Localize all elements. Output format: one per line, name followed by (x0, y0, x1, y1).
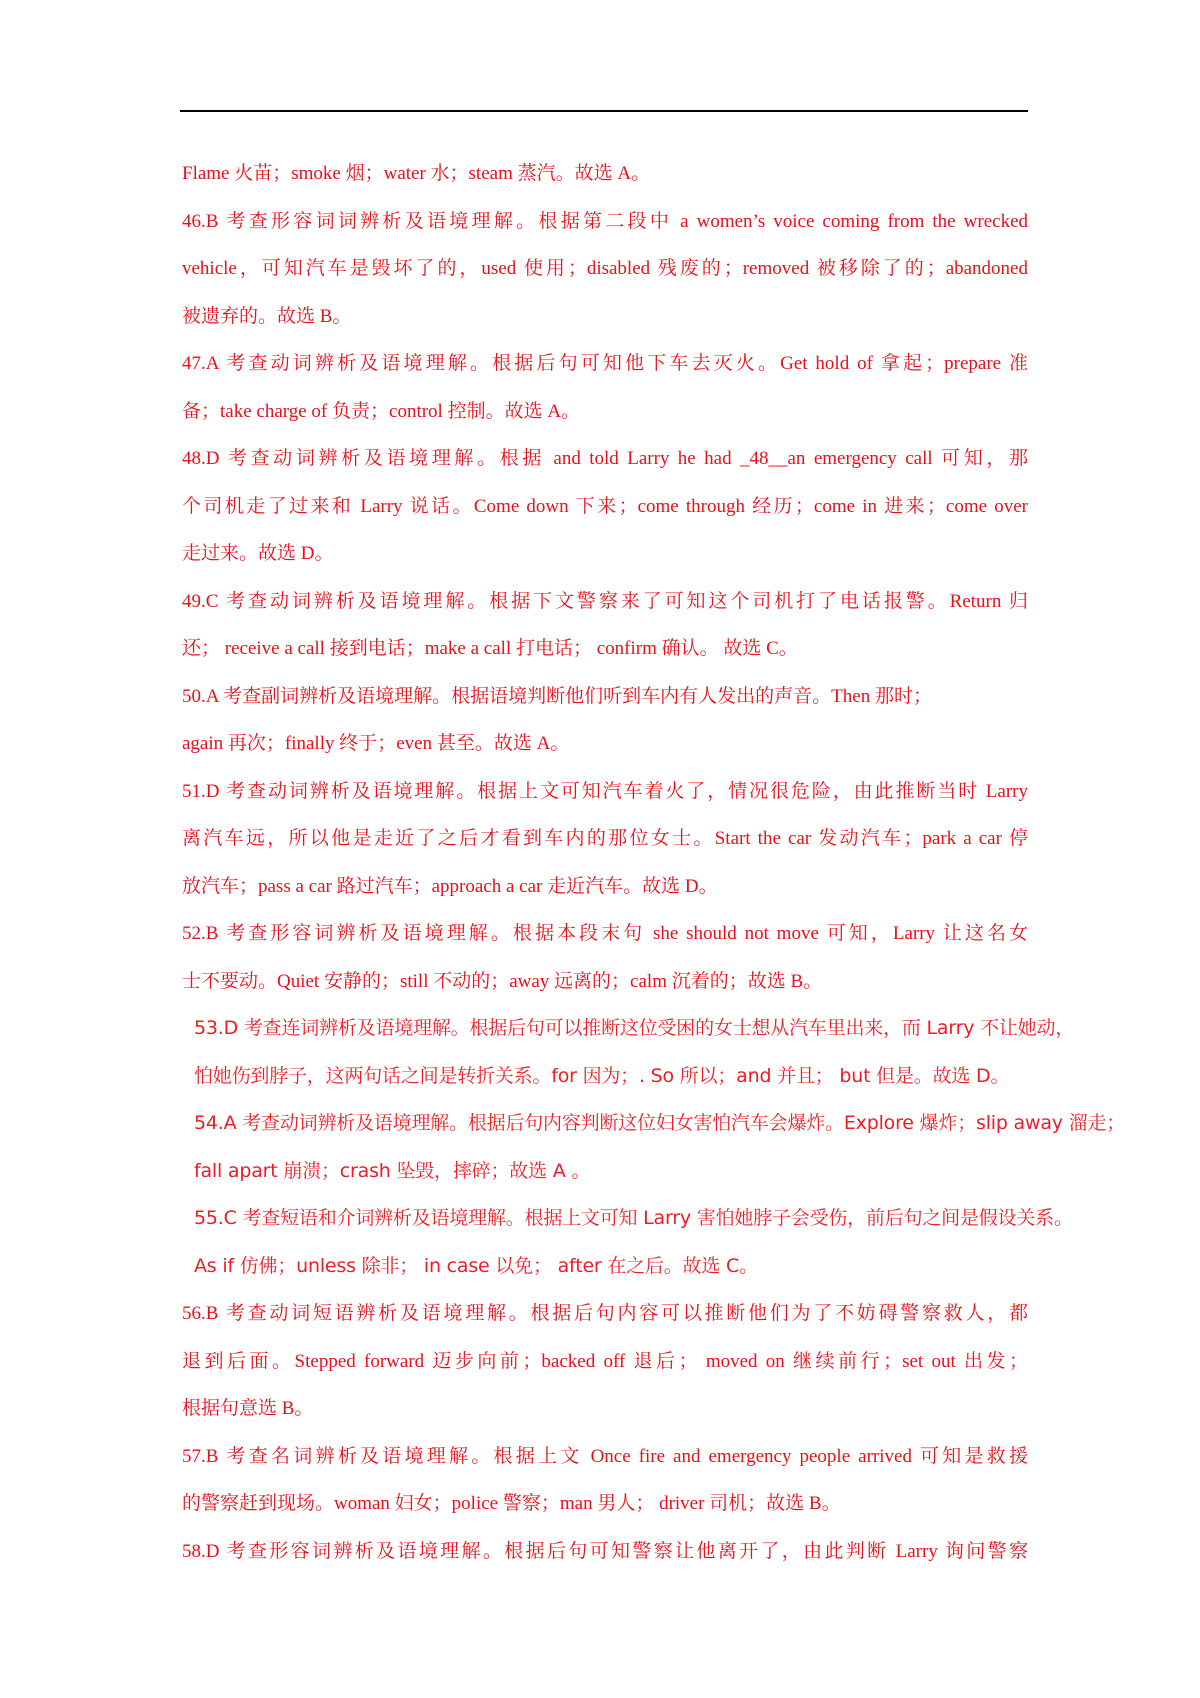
text-line: 48.D 考查动词辨析及语境理解。根据 and told Larry he had _48__an emergency call 可知，那 (182, 448, 1028, 469)
text-line: 离汽车远，所以他是走近了之后才看到车内的那位女士。Start the car 发动汽车；park a car 停 (182, 828, 1028, 849)
answer-explanations (182, 150, 1126, 1575)
text-line: 放汽车；pass a car 路过汽车；approach a car 走近汽车。故选 D。 (182, 875, 718, 897)
text-line: 退到后面。Stepped forward 迈步向前；backed off 退后； moved on 继续前行；set out 出发； (182, 1350, 1028, 1372)
text-line: 被遗弃的。故选 B。 (182, 305, 352, 327)
text-line: 50.A 考查副词辨析及语境理解。根据语境判断他们听到车内有人发出的声音。Then 那时； (182, 685, 932, 707)
text-line: 士不要动。Quiet 安静的；still 不动的；away 远离的；calm 沉着的；故选 B。 (182, 970, 823, 992)
text-line: vehicle，可知汽车是毁坏了的，used 使用；disabled 残废的；removed 被移除了的；abandoned (182, 258, 1028, 279)
text-line: 47.A 考查动词辨析及语境理解。根据后句可知他下车去灭火。Get hold of 拿起；prepare 准 (182, 353, 1028, 374)
text-line: 怕她伤到脖子，这两句话之间是转折关系。for 因为；. So 所以；and 并且； but 但是。故选 D。 (194, 1064, 1010, 1087)
text-line: 58.D 考查形容词辨析及语境理解。根据后句可知警察让他离开了，由此判断 Larry 询问警察 (182, 1540, 1028, 1562)
text-line: 49.C 考查动词辨析及语境理解。根据下文警察来了可知这个司机打了电话报警。Return 归 (182, 590, 1028, 612)
text-line: 53.D 考查连词辨析及语境理解。根据后句可以推断这位受困的女士想从汽车里出来，而 Larry 不让她动， (194, 1017, 1075, 1039)
text-line: Flame 火苗；smoke 烟；water 水；steam 蒸汽。故选 A。 (182, 163, 651, 184)
text-line: fall apart 崩溃；crash 坠毁，摔碎；故选 A 。 (194, 1159, 591, 1182)
text-line: 52.B 考查形容词辨析及语境理解。根据本段末句 she should not move 可知，Larry 让这名女 (182, 923, 1028, 944)
text-line: 的警察赶到现场。woman 妇女；police 警察；man 男人； driver 司机；故选 B。 (182, 1493, 841, 1514)
text-line: 51.D 考查动词辨析及语境理解。根据上文可知汽车着火了，情况很危险，由此推断当时 Larry (182, 780, 1028, 802)
text-line: 走过来。故选 D。 (182, 543, 334, 564)
text-line: 54.A 考查动词辨析及语境理解。根据后句内容判断这位妇女害怕汽车会爆炸。Explore 爆炸；slip away 溜走； (194, 1112, 1126, 1134)
text-line: 还； receive a call 接到电话；make a call 打电话； confirm 确认。 故选 C。 (182, 638, 798, 659)
text-line: 备；take charge of 负责；control 控制。故选 A。 (182, 400, 581, 422)
text-line: 57.B 考查名词辨析及语境理解。根据上文 Once fire and emergency people arrived 可知是救援 (182, 1445, 1028, 1467)
text-line: 46.B 考查形容词词辨析及语境理解。根据第二段中 a women’s voice coming from the wrecked (182, 210, 1028, 232)
header-rule (180, 110, 1028, 112)
text-line: 56.B 考查动词短语辨析及语境理解。根据后句内容可以推断他们为了不妨碍警察救人，都 (182, 1303, 1028, 1324)
text-line: 55.C 考查短语和介词辨析及语境理解。根据上文可知 Larry 害怕她脖子会受伤，前后句之间是假设关系。 (194, 1207, 1073, 1229)
text-line: 根据句意选 B。 (182, 1398, 314, 1419)
text-line: As if 仿佛；unless 除非； in case 以免； after 在之后。故选 C。 (194, 1254, 758, 1277)
text-line: again 再次；finally 终于；even 甚至。故选 A。 (182, 733, 570, 754)
text-line: 个司机走了过来和 Larry 说话。Come down 下来；come through 经历；come in 进来；come over (182, 495, 1028, 517)
